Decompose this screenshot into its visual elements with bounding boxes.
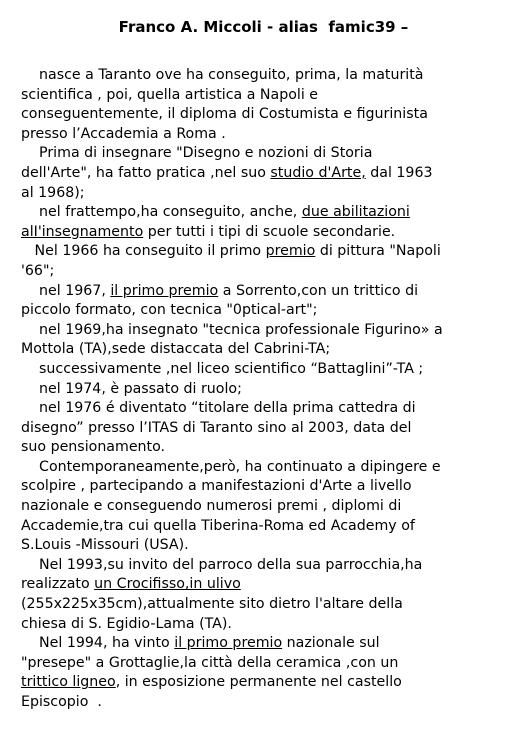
biography-text (21, 66, 521, 713)
text-line (21, 693, 521, 713)
text-run: nel 1967, (21, 282, 111, 299)
text-run: Mottola (TA),sede distaccata del Cabrini-TA; (21, 341, 331, 358)
text-run: disegno” presso l’ITAS di Taranto sino al 2003, data del (21, 419, 412, 436)
text-line (21, 125, 521, 145)
text-run: nazionale e conseguendo numerosi premi , diplomi di (21, 498, 402, 515)
text-line (21, 144, 521, 164)
text-run: suo pensionamento. (21, 439, 166, 456)
text-line (21, 419, 521, 439)
text-run: per tutti i tipi di scuole secondarie. (143, 223, 396, 240)
text-run: realizzato (21, 576, 95, 593)
text-run: Prima di insegnare "Disegno e nozioni di Storia (21, 145, 373, 162)
text-line (21, 536, 521, 556)
underlined-text: premio (265, 243, 316, 260)
underlined-text: studio d'Arte, (270, 164, 366, 181)
text-run: nel 1969,ha insegnato "tecnica professionale Figurino» a (21, 321, 443, 338)
text-line (21, 380, 521, 400)
text-line (21, 340, 521, 360)
text-line (21, 575, 521, 595)
text-line (21, 301, 521, 321)
text-line (21, 517, 521, 537)
text-run: Episcopio . (21, 694, 102, 710)
text-line (21, 654, 521, 674)
text-run: Contemporaneamente,però, ha continuato a dipingere e (21, 458, 441, 475)
text-run: chiesa di S. Egidio-Lama (TA). (21, 615, 232, 632)
text-run: scolpire , partecipando a manifestazioni d'Arte a livello (21, 478, 412, 495)
text-run: Nel 1966 ha conseguito il primo (21, 243, 266, 260)
text-run: scientifica , poi, quella artistica a Napoli e (21, 86, 319, 103)
text-line (21, 360, 521, 380)
text-run: di pittura "Napoli (315, 243, 441, 260)
text-line (21, 262, 521, 282)
text-line (21, 321, 521, 341)
text-line (21, 203, 521, 223)
text-run: S.Louis -Missouri (USA). (21, 537, 189, 554)
text-line (21, 66, 521, 86)
text-run: Nel 1994, ha vinto (21, 635, 175, 652)
underlined-text: alI'insegnamento (21, 223, 144, 240)
text-line (21, 634, 521, 654)
text-run: dell'Arte", ha fatto pratica ,nel suo (21, 164, 271, 181)
text-run: presso l’Accademia a Roma . (21, 125, 226, 142)
text-run: '66"; (21, 262, 55, 279)
text-line (21, 497, 521, 517)
text-run: conseguentemente, il diploma di Costumista e figurinista (21, 106, 428, 123)
underlined-text: un Crocifisso,in ulivo (94, 576, 241, 593)
text-line (21, 458, 521, 478)
underlined-text: due abilitazioni (301, 204, 410, 221)
text-line (21, 184, 521, 204)
text-run: nel frattempo,ha conseguito, anche, (21, 204, 302, 221)
text-run: "presepe" a Grottaglie,la città della ceramica ,con un (21, 654, 399, 671)
text-run: nel 1976 é diventato “titolare della prima cattedra di (21, 400, 416, 417)
text-line (21, 595, 521, 615)
text-run: piccolo formato, con tecnica "0ptical-art"; (21, 302, 318, 319)
text-line (21, 556, 521, 576)
text-line (21, 615, 521, 635)
underlined-text: il primo premio (110, 282, 219, 299)
text-line (21, 164, 521, 184)
text-run: a Sorrento,con un trittico di (218, 282, 419, 299)
underlined-text: il primo premio (174, 635, 283, 652)
text-line (21, 105, 521, 125)
text-run: nel 1974, è passato di ruolo; (21, 380, 242, 397)
text-run: Accademie,tra cui quella Tiberina-Roma ed Academy of (21, 517, 415, 534)
text-line (21, 282, 521, 302)
text-run: (255x225x35cm),attualmente sito dietro l'altare della (21, 596, 403, 613)
text-line (21, 673, 521, 693)
text-run: nazionale sul (282, 635, 380, 652)
text-run: al 1968); (21, 184, 85, 201)
text-line (21, 399, 521, 419)
text-line (21, 477, 521, 497)
text-run: Nel 1993,su invito del parroco della sua parrocchia,ha (21, 556, 423, 573)
underlined-text: trittico ligneo (21, 674, 116, 691)
text-line (21, 438, 521, 458)
text-line (21, 223, 521, 243)
text-line (21, 242, 521, 262)
page-title: Franco A. Miccoli - alias famic39 – (118, 18, 409, 36)
text-line (21, 86, 521, 106)
text-run: dal 1963 (365, 164, 433, 181)
text-run: successivamente ,nel liceo scientifico “Battaglini”-TA ; (21, 360, 424, 377)
text-run: , in esposizione permanente nel castello (115, 674, 402, 691)
text-run: nasce a Taranto ove ha conseguito, prima, la maturità (21, 67, 424, 83)
